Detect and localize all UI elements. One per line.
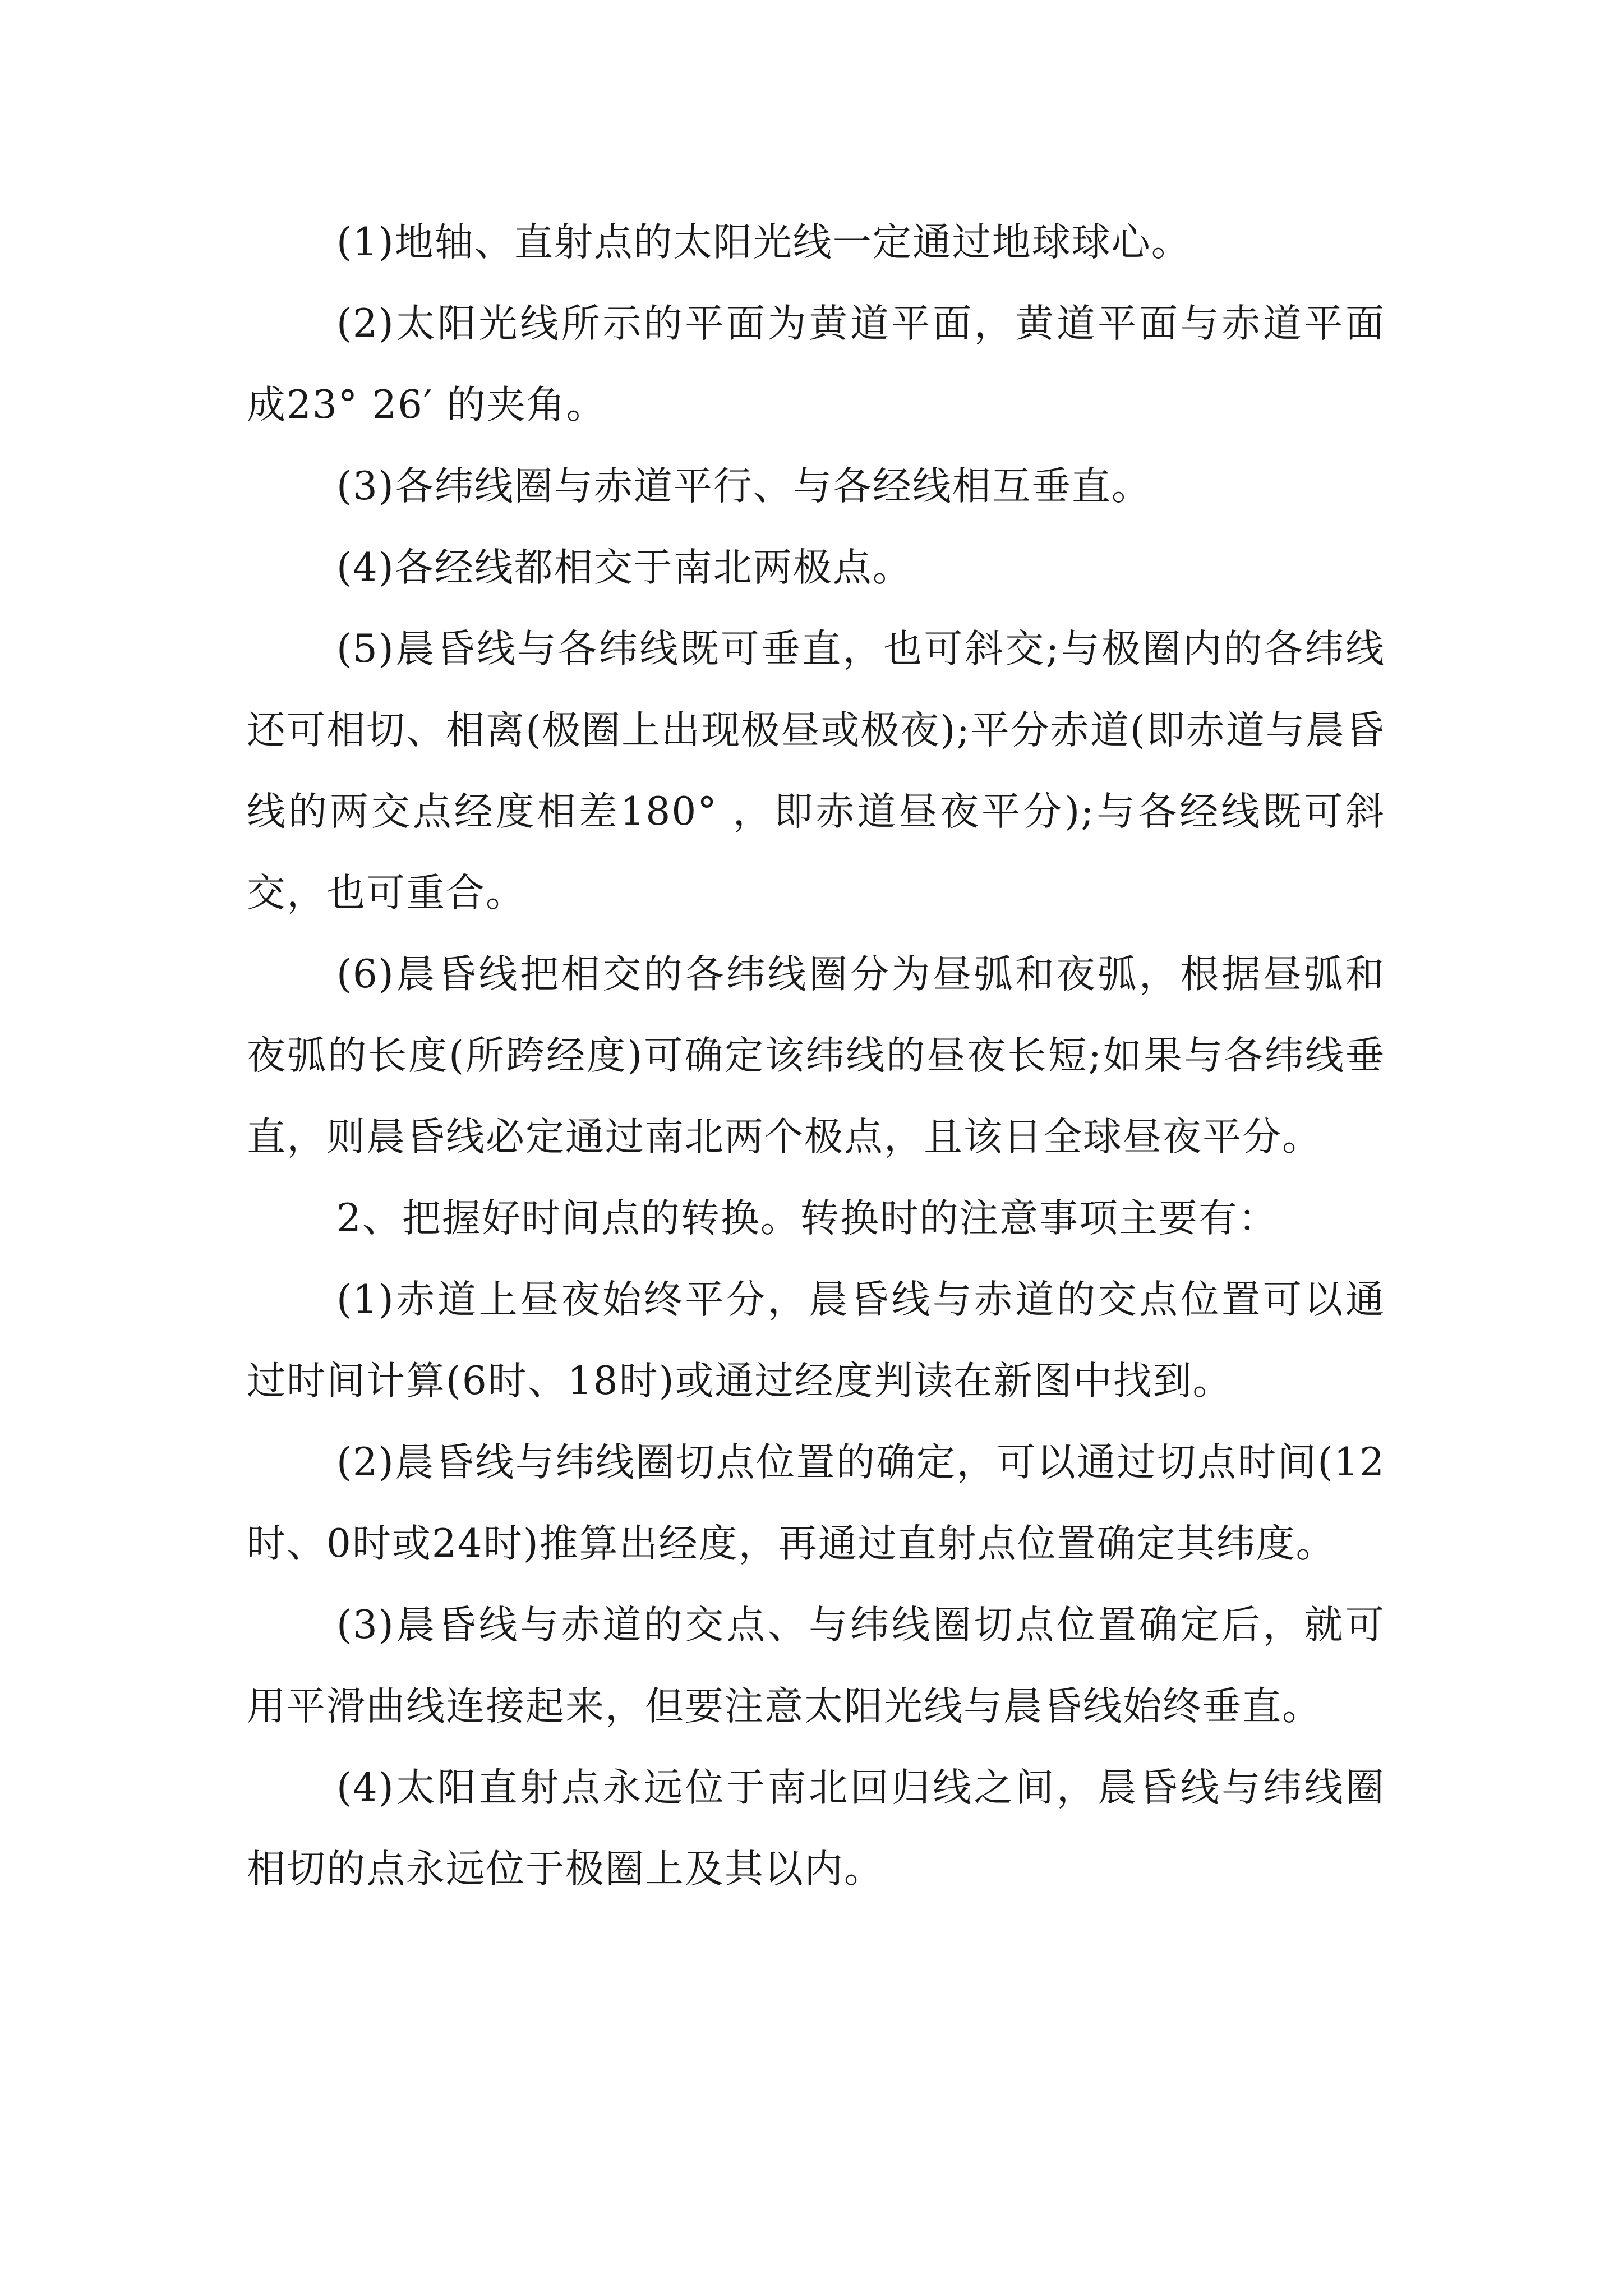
paragraph-2: (2)太阳光线所示的平面为黄道平面，黄道平面与赤道平面成23° 26′ 的夹角。 <box>247 301 1385 427</box>
paragraph-8: (2)晨昏线与纬线圈切点位置的确定，可以通过切点时间(12时、0时或24时)推算出经度，再通过直射点位置确定其纬度。 <box>247 1440 1385 1566</box>
document-body <box>247 202 1385 1910</box>
paragraph-10: (4)太阳直射点永远位于南北回归线之间，晨昏线与纬线圈相切的点永远位于极圈上及其以内。 <box>247 1765 1385 1892</box>
paragraph-7: (1)赤道上昼夜始终平分，晨昏线与赤道的交点位置可以通过时间计算(6时、18时)或通过经度判读在新图中找到。 <box>247 1277 1385 1404</box>
paragraph-9: (3)晨昏线与赤道的交点、与纬线圈切点位置确定后，就可用平滑曲线连接起来，但要注意太阳光线与晨昏线始终垂直。 <box>247 1603 1385 1729</box>
paragraph-4: (4)各经线都相交于南北两极点。 <box>336 545 912 590</box>
paragraph-3: (3)各纬线圈与赤道平行、与各经线相互垂直。 <box>336 464 1151 509</box>
paragraph-6: (6)晨昏线把相交的各纬线圈分为昼弧和夜弧，根据昼弧和夜弧的长度(所跨经度)可确定该纬线的昼夜长短;如果与各纬线垂直，则晨昏线必定通过南北两个极点，且该日全球昼夜平分。 <box>247 952 1385 1159</box>
paragraph-1: (1)地轴、直射点的太阳光线一定通过地球球心。 <box>336 220 1191 265</box>
paragraph-5: (5)晨昏线与各纬线既可垂直，也可斜交;与极圈内的各纬线还可相切、相离(极圈上出现极昼或极夜);平分赤道(即赤道与晨昏线的两交点经度相差180° ，即赤道昼夜平分);与各经线既可斜交，也可重合。 <box>247 627 1385 915</box>
section-heading-2: 2、把握好时间点的转换。转换时的注意事项主要有： <box>336 1196 1278 1241</box>
